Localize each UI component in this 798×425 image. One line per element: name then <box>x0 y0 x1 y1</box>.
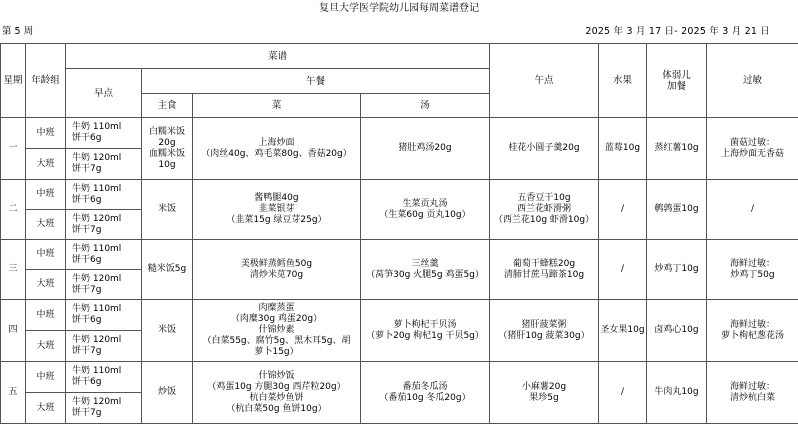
morning-snack-cell: 牛奶 120ml 饼干7g <box>66 210 142 240</box>
soup-cell: 猪肚鸡汤20g <box>361 118 490 180</box>
allergy-cell: 海鲜过敏： 萝卜枸杞葱花汤 <box>707 300 798 362</box>
header-lunch: 午餐 <box>142 69 490 94</box>
staple-cell: 炒饭 <box>142 362 193 424</box>
morning-snack-cell: 牛奶 110ml 饼干6g <box>66 362 142 393</box>
dish-cell: 肉糜蒸蛋 （肉糜30g 鸡蛋20g） 什锦炒素 （白菜55g、腐竹5g、黑木耳5g、胡 萝卜15g） <box>193 300 361 362</box>
soup-cell: 三丝羹 （莴笋30g 火腿5g 鸡蛋5g） <box>361 240 490 300</box>
week-number: 第 5 周 <box>2 26 34 37</box>
table-row <box>1 180 798 210</box>
afternoon-snack-cell: 小麻薯20g 果珍5g <box>490 362 599 424</box>
staple-cell: 米饭 <box>142 180 193 240</box>
table-row <box>1 118 798 149</box>
morning-snack-cell: 牛奶 110ml 饼干6g <box>66 240 142 270</box>
fruit-cell: 圣女果10g <box>599 300 647 362</box>
morning-snack-cell: 牛奶 110ml 饼干6g <box>66 180 142 210</box>
day-cell: 二 <box>1 180 26 240</box>
header-allergy: 过敏 <box>707 44 798 118</box>
page-title: 复旦大学医学院幼儿园每周菜谱登记 <box>319 3 479 14</box>
age-group-cell: 中班 <box>26 180 66 210</box>
day-cell: 三 <box>1 240 26 300</box>
dish-cell: 美极鲜蒸鳕鱼50g 清炒米苋70g <box>193 240 361 300</box>
day-cell: 五 <box>1 362 26 424</box>
age-group-cell: 大班 <box>26 393 66 424</box>
header-day: 星期 <box>1 44 26 118</box>
menu-table <box>0 43 798 424</box>
age-group-cell: 中班 <box>26 300 66 331</box>
header-fruit: 水果 <box>599 44 647 118</box>
dish-cell: 上海炒面 （肉丝40g、鸡毛菜80g、香菇20g） <box>193 118 361 180</box>
age-group-cell: 中班 <box>26 118 66 149</box>
afternoon-snack-cell: 葡萄干蜂糕20g 清肺甘蔗马蹄茶10g <box>490 240 599 300</box>
age-group-cell: 大班 <box>26 149 66 180</box>
fruit-cell: / <box>599 240 647 300</box>
morning-snack-cell: 牛奶 120ml 饼干7g <box>66 331 142 362</box>
age-group-cell: 中班 <box>26 240 66 270</box>
age-group-cell: 大班 <box>26 331 66 362</box>
header-morning-snack: 早点 <box>66 69 142 118</box>
soup-cell: 萝卜枸杞干贝汤 （萝卜20g 枸杞1g 干贝5g） <box>361 300 490 362</box>
morning-snack-cell: 牛奶 120ml 饼干7g <box>66 270 142 300</box>
soup-cell: 生菜贡丸汤 （生菜60g 贡丸10g） <box>361 180 490 240</box>
allergy-cell: 海鲜过敏： 清炒杭白菜 <box>707 362 798 424</box>
header-weak-child: 体弱儿 加餐 <box>647 44 707 118</box>
weak-child-cell: 卤鸡心10g <box>647 300 707 362</box>
day-cell: 一 <box>1 118 26 180</box>
morning-snack-cell: 牛奶 120ml 饼干7g <box>66 393 142 424</box>
afternoon-snack-cell: 五香豆干10g 西兰花虾滑粥 （西兰花10g 虾滑10g） <box>490 180 599 240</box>
fruit-cell: 蓝莓10g <box>599 118 647 180</box>
weak-child-cell: 炒鸡丁10g <box>647 240 707 300</box>
morning-snack-cell: 牛奶 120ml 饼干7g <box>66 149 142 180</box>
table-row <box>1 240 798 270</box>
staple-cell: 白糯米饭 20g 血糯米饭 10g <box>142 118 193 180</box>
staple-cell: 米饭 <box>142 300 193 362</box>
staple-cell: 糙米饭5g <box>142 240 193 300</box>
allergy-cell: 海鲜过敏： 炒鸡丁50g <box>707 240 798 300</box>
day-cell: 四 <box>1 300 26 362</box>
age-group-cell: 大班 <box>26 210 66 240</box>
table-row <box>1 362 798 393</box>
age-group-cell: 大班 <box>26 270 66 300</box>
date-range: 2025 年 3 月 17 日- 2025 年 3 月 21 日 <box>585 26 770 37</box>
header-staple: 主食 <box>142 94 193 118</box>
afternoon-snack-cell: 桂花小圆子羹20g <box>490 118 599 180</box>
morning-snack-cell: 牛奶 110ml 饼干6g <box>66 118 142 149</box>
soup-cell: 番茄冬瓜汤 （番茄10g 冬瓜20g） <box>361 362 490 424</box>
morning-snack-cell: 牛奶 110ml 饼干6g <box>66 300 142 331</box>
age-group-cell: 中班 <box>26 362 66 393</box>
weak-child-cell: 鹌鹑蛋10g <box>647 180 707 240</box>
fruit-cell: / <box>599 180 647 240</box>
allergy-cell: 菌菇过敏： 上海炒面无香菇 <box>707 118 798 180</box>
header-soup: 汤 <box>361 94 490 118</box>
weak-child-cell: 牛肉丸10g <box>647 362 707 424</box>
header-afternoon-snack: 午点 <box>490 44 599 118</box>
header-dish: 菜 <box>193 94 361 118</box>
dish-cell: 什锦炒饭 （鸡蛋10g 方腿30g 西芹粒20g） 杭白菜炒鱼饼 （杭白菜50g 鱼饼10g） <box>193 362 361 424</box>
header-age-group: 年龄组 <box>26 44 66 118</box>
weak-child-cell: 蒸红薯10g <box>647 118 707 180</box>
fruit-cell: / <box>599 362 647 424</box>
table-row <box>1 300 798 331</box>
afternoon-snack-cell: 猪肝菠菜粥 （猪肝10g 菠菜30g） <box>490 300 599 362</box>
header-menu: 菜谱 <box>66 44 490 69</box>
allergy-cell: / <box>707 180 798 240</box>
dish-cell: 酱鸭腿40g 韭菜银芽 （韭菜15g 绿豆芽25g） <box>193 180 361 240</box>
